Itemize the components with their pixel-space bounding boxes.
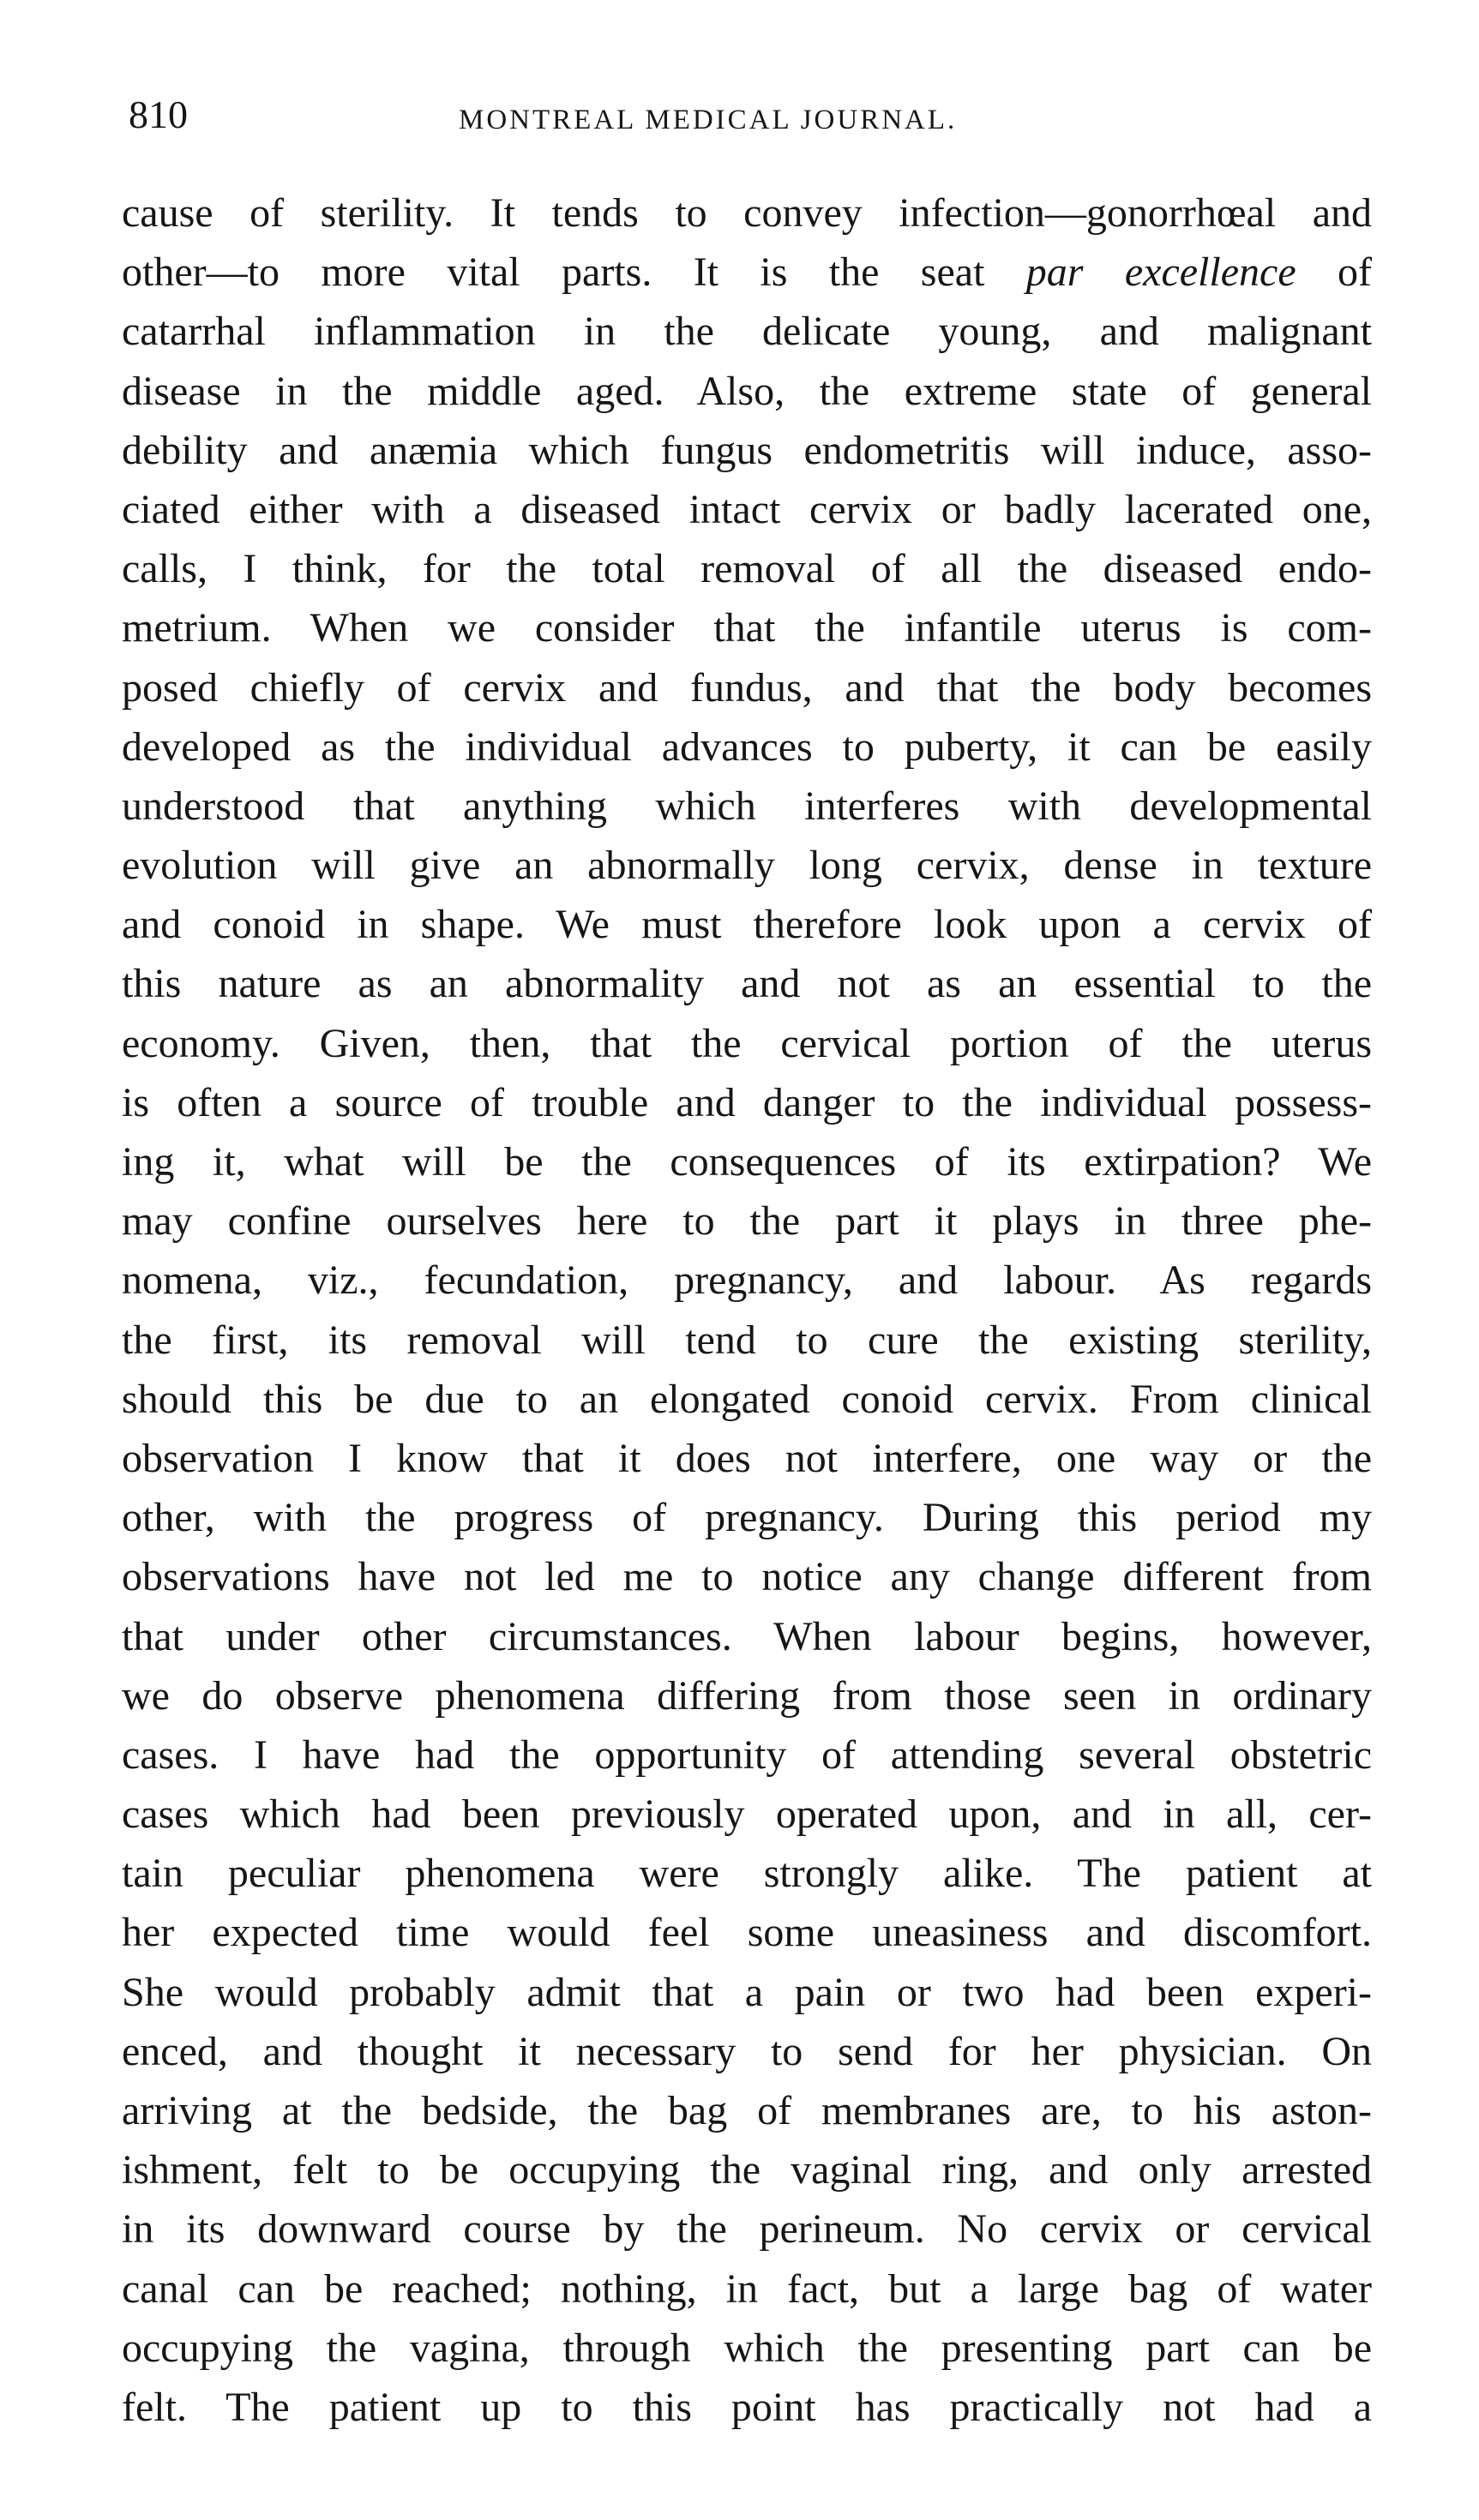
page-number: 810 [129, 93, 188, 136]
body-text [122, 183, 1372, 2437]
text-line: and conoid in shape. We must therefore look upon a cervix of [122, 902, 1372, 948]
running-head: MONTREAL MEDICAL JOURNAL. [459, 105, 958, 135]
text-line: understood that anything which interferes with developmental [122, 783, 1372, 829]
text-line: disease in the middle aged. Also, the extreme state of general [122, 368, 1372, 414]
page-header [129, 89, 1363, 141]
text-line: other, with the progress of pregnancy. During this period my [122, 1495, 1372, 1541]
text-line: is often a source of trouble and danger to the individual possess- [122, 1079, 1372, 1125]
text-line: She would probably admit that a pain or two had been experi- [122, 1969, 1372, 2015]
text-line: ing it, what will be the consequences of its extirpation? We [122, 1139, 1372, 1185]
text-line: economy. Given, then, that the cervical portion of the uterus [122, 1020, 1372, 1066]
italic-phrase: par excellence [1025, 249, 1296, 296]
text-line: may confine ourselves here to the part it plays in three phe- [122, 1198, 1372, 1245]
text-segment: other—to more vital parts. It is the seat [122, 249, 1026, 296]
text-line: developed as the individual advances to puberty, it can be easily [122, 723, 1372, 770]
text-line: cause of sterility. It tends to convey infection—gonorrhœal and [122, 190, 1372, 236]
text-line: debility and anæmia which fungus endometritis will induce, asso- [122, 427, 1372, 473]
text-line: catarrhal inflammation in the delicate young, and malignant [122, 309, 1372, 355]
text-line: ciated either with a diseased intact cervix or badly lacerated one, [122, 486, 1372, 532]
text-line: observation I know that it does not interfere, one way or the [122, 1435, 1372, 1481]
text-line: metrium. When we consider that the infantile uterus is com- [122, 605, 1372, 651]
text-line: canal can be reached; nothing, in fact, but a large bag of water [122, 2265, 1372, 2312]
text-line: we do observe phenomena differing from those seen in ordinary [122, 1672, 1372, 1719]
text-line: her expected time would feel some uneasiness and discomfort. [122, 1910, 1372, 1956]
text-line: should this be due to an elongated conoid cervix. From clinical [122, 1376, 1372, 1422]
text-line: in its downward course by the perineum. No cervix or cervical [122, 2206, 1372, 2253]
text-line: evolution will give an abnormally long cervix, dense in texture [122, 843, 1372, 889]
text-line: posed chiefly of cervix and fundus, and that the body becomes [122, 664, 1372, 711]
text-line: arriving at the bedside, the bag of membranes are, to his aston- [122, 2088, 1372, 2133]
text-line: enced, and thought it necessary to send for her physician. On [122, 2028, 1372, 2074]
text-line: calls, I think, for the total removal of all the diseased endo- [122, 546, 1372, 592]
text-line: ishment, felt to be occupying the vaginal ring, and only arrested [122, 2147, 1372, 2193]
text-segment: of [1296, 249, 1372, 296]
text-line-with-italic [122, 243, 1372, 302]
text-line: cases which had been previously operated upon, and in all, cer- [122, 1791, 1372, 1838]
text-line: cases. I have had the opportunity of attending several obstetric [122, 1731, 1372, 1778]
text-line: that under other circumstances. When labour begins, however, [122, 1613, 1372, 1659]
text-line: felt. The patient up to this point has practically not had a [122, 2384, 1372, 2430]
text-line: this nature as an abnormality and not as an essential to the [122, 961, 1372, 1007]
text-line: nomena, viz., fecundation, pregnancy, and labour. As regards [122, 1257, 1372, 1304]
text-line: occupying the vagina, through which the presenting part can be [122, 2325, 1372, 2371]
text-line: the first, its removal will tend to cure the existing sterility, [122, 1317, 1372, 1363]
text-line: observations have not led me to notice any change different from [122, 1554, 1372, 1600]
text-line: tain peculiar phenomena were strongly alike. The patient at [122, 1851, 1372, 1897]
